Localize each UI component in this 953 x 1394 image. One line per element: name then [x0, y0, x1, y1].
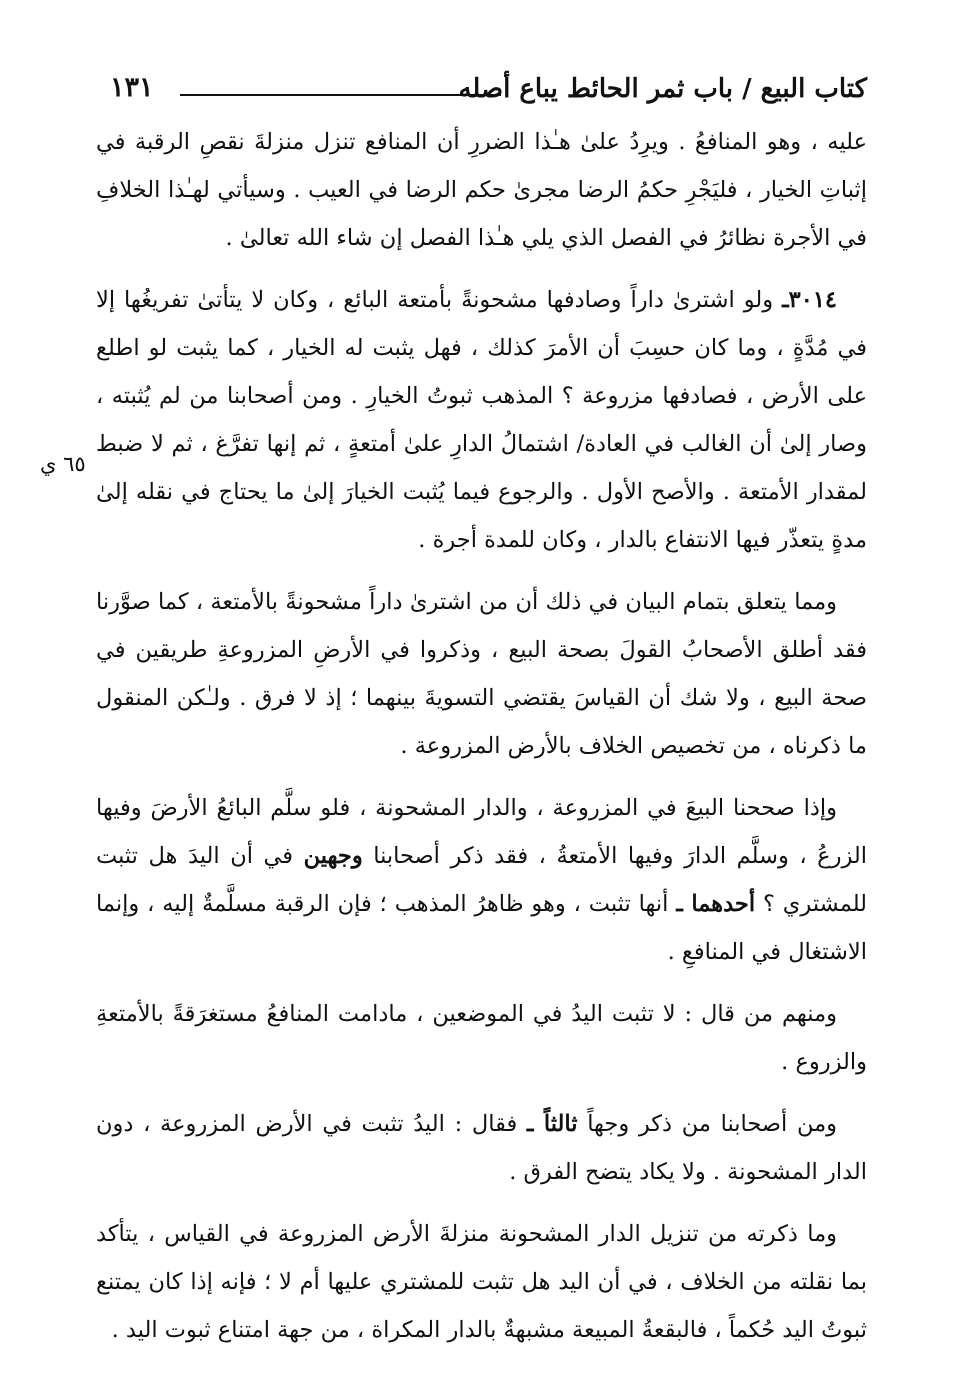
bold-term: أحدهما ـ	[676, 891, 756, 917]
body-text	[96, 118, 867, 1354]
paragraph: ومنهم من قال : لا تثبت اليدُ في الموضعين ، مادامت المنافعُ مستغرَقةً بالأمتعةِ والزروع .	[96, 1001, 867, 1075]
section-number: ٣٠١٤ـ	[782, 287, 837, 313]
margin-note: ٦٥ ي	[40, 452, 86, 476]
running-title: كتاب البيع / باب ثمر الحائط يباع أصله	[458, 74, 867, 104]
paragraph-text: أنها تثبت ، وهو ظاهرُ المذهب ؛ فإن الرقبة مسلَّمةٌ إليه ، وإنما الاشتغال في المنافعِ .	[96, 891, 867, 965]
bold-term: ثالثاً ـ	[526, 1111, 578, 1137]
page-number: ١٣١	[110, 72, 154, 103]
paragraph-text: فقال : اليدُ تثبت في الأرض المزروعة ، دون الدار المشحونة . ولا يكاد يتضح الفرق .	[96, 1111, 867, 1185]
paragraph	[96, 1100, 867, 1196]
paragraph: ومما يتعلق بتمام البيان في ذلك أن من اشترىٰ داراً مشحونةً بالأمتعة ، كما صوَّرنا فقد أطلق الأصحابُ القولَ بصحة البيع ، وذكروا في الأرضِ المزروعةِ طريقين في صحة البيع ، ولا شك أن القياسَ يقتضي التسويةَ بينهما ؛ إذ لا فرق . ولـٰكن المنقول ما ذكرناه ، من تخصيص الخلاف بالأرض المزروعة .	[96, 589, 867, 759]
paragraph: وما ذكرته من تنزيل الدار المشحونة منزلةَ الأرض المزروعة في القياس ، يتأكد بما نقلته من الخلاف ، في أن اليد هل تثبت للمشتري عليها أم لا ؛ فإنه إذا كان يمتنع ثبوتُ اليد حُكماً ، فالبقعةُ المبيعة مشبهةٌ بالدار المكراة ، من جهة امتناع ثبوت اليد .	[96, 1221, 867, 1343]
page-header	[110, 66, 867, 114]
bold-term: وجهين	[303, 843, 363, 869]
paragraph-numbered	[96, 276, 867, 564]
paragraph-text: وإذا صححنا البيعَ في المزروعة ، والدار المشحونة ، فلو سلَّم البائعُ الأرضَ وفيها الزرعُ ، وسلَّم الدارَ وفيها الأمتعةُ ، فقد ذكر أصحابنا	[96, 795, 867, 869]
paragraph-text: في أن اليدَ هل تثبت للمشتري ؟	[96, 843, 868, 917]
paragraph-text: ومن أصحابنا من ذكر وجهاً	[577, 1111, 837, 1137]
paragraph-text: ولو اشترىٰ داراً وصادفها مشحونةً بأمتعة البائع ، وكان لا يتأتىٰ تفريغُها إلا في مُدَّةٍ ، وما كان حسِبَ أن الأمرَ كذلك ، فهل يثبت له الخيار ، كما يثبت لو اطلع على الأرض ، فصادفها مزروعة ؟ المذهب ثبوتُ الخيارِ . ومن أصحابنا من لم يُثبته ، وصار إلىٰ أن الغالب في العادة/ اشتمالُ الدارِ علىٰ أمتعةٍ ، ثم إنها تفرَّغ ، ثم لا ضبط لمقدار الأمتعة . والأصح الأول . والرجوع فيما يُثبت الخيارَ إلىٰ ما يحتاج في نقله إلىٰ مدةٍ يتعذّر فيها الانتفاع بالدار ، وكان للمدة أجرة .	[96, 287, 867, 553]
header-rule	[180, 94, 501, 96]
paragraph: عليه ، وهو المنافعُ . ويرِدُ علىٰ هـٰذا الضررِ أن المنافع تنزل منزلةَ نقصِ الرقبة في إثباتِ الخيار ، فليَجْرِ حكمُ الرضا مجرىٰ حكم الرضا في العيب . وسيأتي لهـٰذا الخلافِ في الأجرة نظائرُ في الفصل الذي يلي هـٰذا الفصل إن شاء الله تعالىٰ .	[96, 129, 867, 251]
paragraph	[96, 784, 867, 976]
